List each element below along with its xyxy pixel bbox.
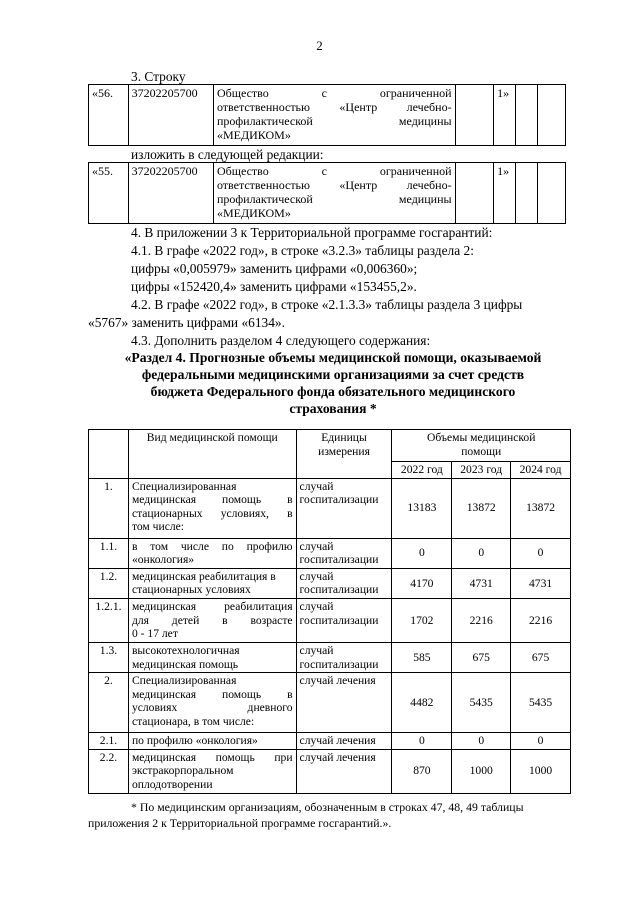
- row-kind-line: стационарных условиях: [131, 583, 251, 597]
- row-kind-line: стационарных условиях, в: [131, 506, 293, 520]
- row-value-2023: 5435: [452, 673, 511, 733]
- row-unit: [296, 568, 392, 598]
- row-old-name-line: «МЕДИКОМ»: [216, 128, 291, 142]
- row-new-code: 37202205700: [128, 163, 213, 224]
- header-unit-line: Единицы: [321, 431, 367, 444]
- section-3-title: 3. Строку: [131, 69, 186, 84]
- header-year-2024: 2024 год: [511, 462, 571, 479]
- row-value-2023: 0: [452, 538, 511, 568]
- header-unit: [296, 430, 392, 479]
- row-value-2022: 4482: [392, 673, 452, 733]
- heading-line: «Раздел 4. Прогнозные объемы медицинской помощи, оказываемой: [124, 350, 542, 365]
- row-kind: [128, 733, 296, 750]
- row-new-number: «55.: [89, 163, 129, 224]
- row-unit: [296, 478, 392, 538]
- row-value-2023: 13872: [452, 478, 511, 538]
- row-value-2024: 2216: [511, 598, 571, 642]
- table-row: [89, 733, 571, 750]
- row-kind: [128, 538, 296, 568]
- paragraph-4-1-line: цифры «0,005979» заменить цифрами «0,006360»;: [131, 261, 418, 276]
- paragraph-4: 4. В приложении 3 к Территориальной программе госгарантий:: [131, 225, 493, 240]
- row-kind-line: стационара, в том числе:: [131, 714, 255, 728]
- row-unit: [296, 642, 392, 672]
- row-unit-line: случай лечения: [299, 750, 376, 764]
- organization-row-old: [88, 84, 566, 146]
- page-number: 2: [316, 38, 323, 53]
- header-volumes-line: помощи: [461, 444, 502, 458]
- paragraph-4-1-line: цифры «152420,4» заменить цифрами «153455,2».: [131, 279, 417, 294]
- row-new-empty: [455, 163, 494, 224]
- row-unit-line: госпитализации: [299, 583, 379, 597]
- row-unit-line: случай: [299, 539, 334, 553]
- row-value-2023: 675: [452, 642, 511, 672]
- row-old-empty: [515, 85, 537, 146]
- row-kind-line: медицинская помощь: [131, 657, 239, 671]
- row-number: 1.3.: [89, 642, 129, 672]
- paragraph-4-2-line: «5767» заменить цифрами «6134».: [88, 315, 285, 330]
- row-kind-line: экстракорпоральном: [131, 764, 234, 778]
- row-kind-line: оплодотворении: [131, 777, 213, 791]
- row-kind-line: высокотехнологичная: [131, 643, 240, 657]
- header-volumes-line: Объемы медицинской: [427, 431, 536, 444]
- organization-row-new: [88, 162, 566, 224]
- row-new-empty: [537, 163, 565, 224]
- row-value-2022: 4170: [392, 568, 452, 598]
- row-kind-line: медицинская реабилитация: [131, 599, 293, 613]
- row-value-2023: 1000: [452, 749, 511, 793]
- table-row: [89, 673, 571, 733]
- row-kind-line: Специализированная: [131, 674, 237, 688]
- row-unit: [296, 733, 392, 750]
- row-new-name: [213, 163, 455, 224]
- heading-line: бюджета Федерального фонда обязательного медицинского: [150, 384, 516, 399]
- row-unit-line: случай: [299, 569, 334, 583]
- table-row: [89, 749, 571, 793]
- table-row: [89, 568, 571, 598]
- row-value-2022: 585: [392, 642, 452, 672]
- row-unit: [296, 538, 392, 568]
- row-kind: [128, 598, 296, 642]
- row-new-name-line: профилактической медицины: [216, 192, 452, 206]
- row-value-2022: 0: [392, 733, 452, 750]
- paragraph-4-2: 4.2. В графе «2022 год», в строке «2.1.3.3» таблицы раздела 3 цифры: [131, 297, 523, 312]
- row-unit-line: госпитализации: [299, 493, 379, 507]
- row-kind-line: медицинская помощь в: [131, 687, 293, 701]
- footnote: * По медицинским организациям, обозначенным в строках 47, 48, 49 таблицы: [131, 800, 524, 814]
- row-kind: [128, 749, 296, 793]
- row-old-code: 37202205700: [128, 85, 213, 146]
- footnote-line: приложения 2 к Территориальной программе госгарантий.».: [88, 816, 392, 830]
- row-value-2022: 1702: [392, 598, 452, 642]
- table-row: [89, 598, 571, 642]
- row-value-2024: 5435: [511, 673, 571, 733]
- volumes-table: [88, 429, 571, 794]
- row-old-name-line: Общество с ограниченной: [216, 86, 452, 100]
- row-value-2024: 4731: [511, 568, 571, 598]
- section-heading: [88, 349, 578, 417]
- row-kind-line: медицинская реабилитация в: [131, 569, 276, 583]
- replace-instruction: изложить в следующей редакции:: [131, 147, 324, 162]
- row-unit-line: случай: [299, 479, 334, 493]
- row-new-name-line: «МЕДИКОМ»: [216, 206, 291, 220]
- header-kind: Вид медицинской помощи: [128, 430, 296, 479]
- row-new-name-line: ответственностью «Центр лечебно-: [216, 178, 452, 192]
- paragraph-4-3: 4.3. Дополнить разделом 4 следующего содержания:: [131, 333, 431, 348]
- header-empty-cell: [89, 430, 129, 479]
- header-year-2022: 2022 год: [392, 462, 452, 479]
- row-old-mark: 1»: [494, 85, 516, 146]
- row-old-number: «56.: [89, 85, 129, 146]
- row-value-2024: 1000: [511, 749, 571, 793]
- row-unit: [296, 749, 392, 793]
- table-row: [89, 642, 571, 672]
- row-kind-line: «онкология»: [131, 553, 195, 567]
- row-kind-line: условиях дневного: [131, 701, 293, 715]
- table-row: [89, 538, 571, 568]
- row-new-empty: [515, 163, 537, 224]
- table-header-row: [89, 430, 571, 462]
- row-value-2024: 13872: [511, 478, 571, 538]
- row-kind-line: для детей в возрасте: [131, 613, 293, 627]
- row-unit-line: госпитализации: [299, 553, 379, 567]
- row-kind-line: 0 - 17 лет: [131, 627, 178, 641]
- row-kind-line: Специализированная: [131, 479, 237, 493]
- row-value-2023: 0: [452, 733, 511, 750]
- row-unit-line: случай лечения: [299, 674, 376, 688]
- row-unit: [296, 598, 392, 642]
- row-value-2022: 0: [392, 538, 452, 568]
- row-old-empty: [455, 85, 494, 146]
- row-kind: [128, 568, 296, 598]
- row-unit-line: госпитализации: [299, 657, 379, 671]
- header-volumes: [392, 430, 571, 462]
- row-unit-line: госпитализации: [299, 613, 379, 627]
- row-kind: [128, 673, 296, 733]
- table-row: [89, 478, 571, 538]
- row-kind-line: медицинская помощь в: [131, 493, 293, 507]
- header-year-2023: 2023 год: [452, 462, 511, 479]
- row-unit-line: случай лечения: [299, 734, 376, 748]
- row-kind-line: по профилю «онкология»: [131, 734, 258, 748]
- row-number: 1.: [89, 478, 129, 538]
- row-value-2023: 4731: [452, 568, 511, 598]
- row-value-2024: 0: [511, 733, 571, 750]
- row-old-empty: [537, 85, 565, 146]
- row-number: 1.2.1.: [89, 598, 129, 642]
- row-kind-line: в том числе по профилю: [131, 539, 293, 553]
- row-value-2024: 675: [511, 642, 571, 672]
- row-value-2022: 13183: [392, 478, 452, 538]
- row-kind-line: том числе:: [131, 520, 184, 534]
- row-old-name: [213, 85, 455, 146]
- row-old-name-line: ответственностью «Центр лечебно-: [216, 100, 452, 114]
- row-new-mark: 1»: [494, 163, 516, 224]
- row-number: 1.1.: [89, 538, 129, 568]
- row-kind: [128, 478, 296, 538]
- row-kind: [128, 642, 296, 672]
- header-unit-line: измерения: [318, 444, 370, 458]
- row-unit: [296, 673, 392, 733]
- table-body: [89, 478, 571, 793]
- row-number: 2.1.: [89, 733, 129, 750]
- row-value-2023: 2216: [452, 598, 511, 642]
- heading-line: страхования *: [289, 401, 377, 416]
- paragraph-4-1: 4.1. В графе «2022 год», в строке «3.2.3» таблицы раздела 2:: [131, 243, 474, 258]
- row-kind-line: медицинская помощь при: [131, 750, 293, 764]
- row-unit-line: случай: [299, 643, 334, 657]
- row-unit-line: случай: [299, 599, 334, 613]
- row-number: 1.2.: [89, 568, 129, 598]
- row-number: 2.2.: [89, 749, 129, 793]
- row-number: 2.: [89, 673, 129, 733]
- heading-line: федеральными медицинскими организациями за счет средств: [141, 367, 525, 382]
- row-value-2024: 0: [511, 538, 571, 568]
- row-old-name-line: профилактической медицины: [216, 114, 452, 128]
- row-value-2022: 870: [392, 749, 452, 793]
- row-new-name-line: Общество с ограниченной: [216, 164, 452, 178]
